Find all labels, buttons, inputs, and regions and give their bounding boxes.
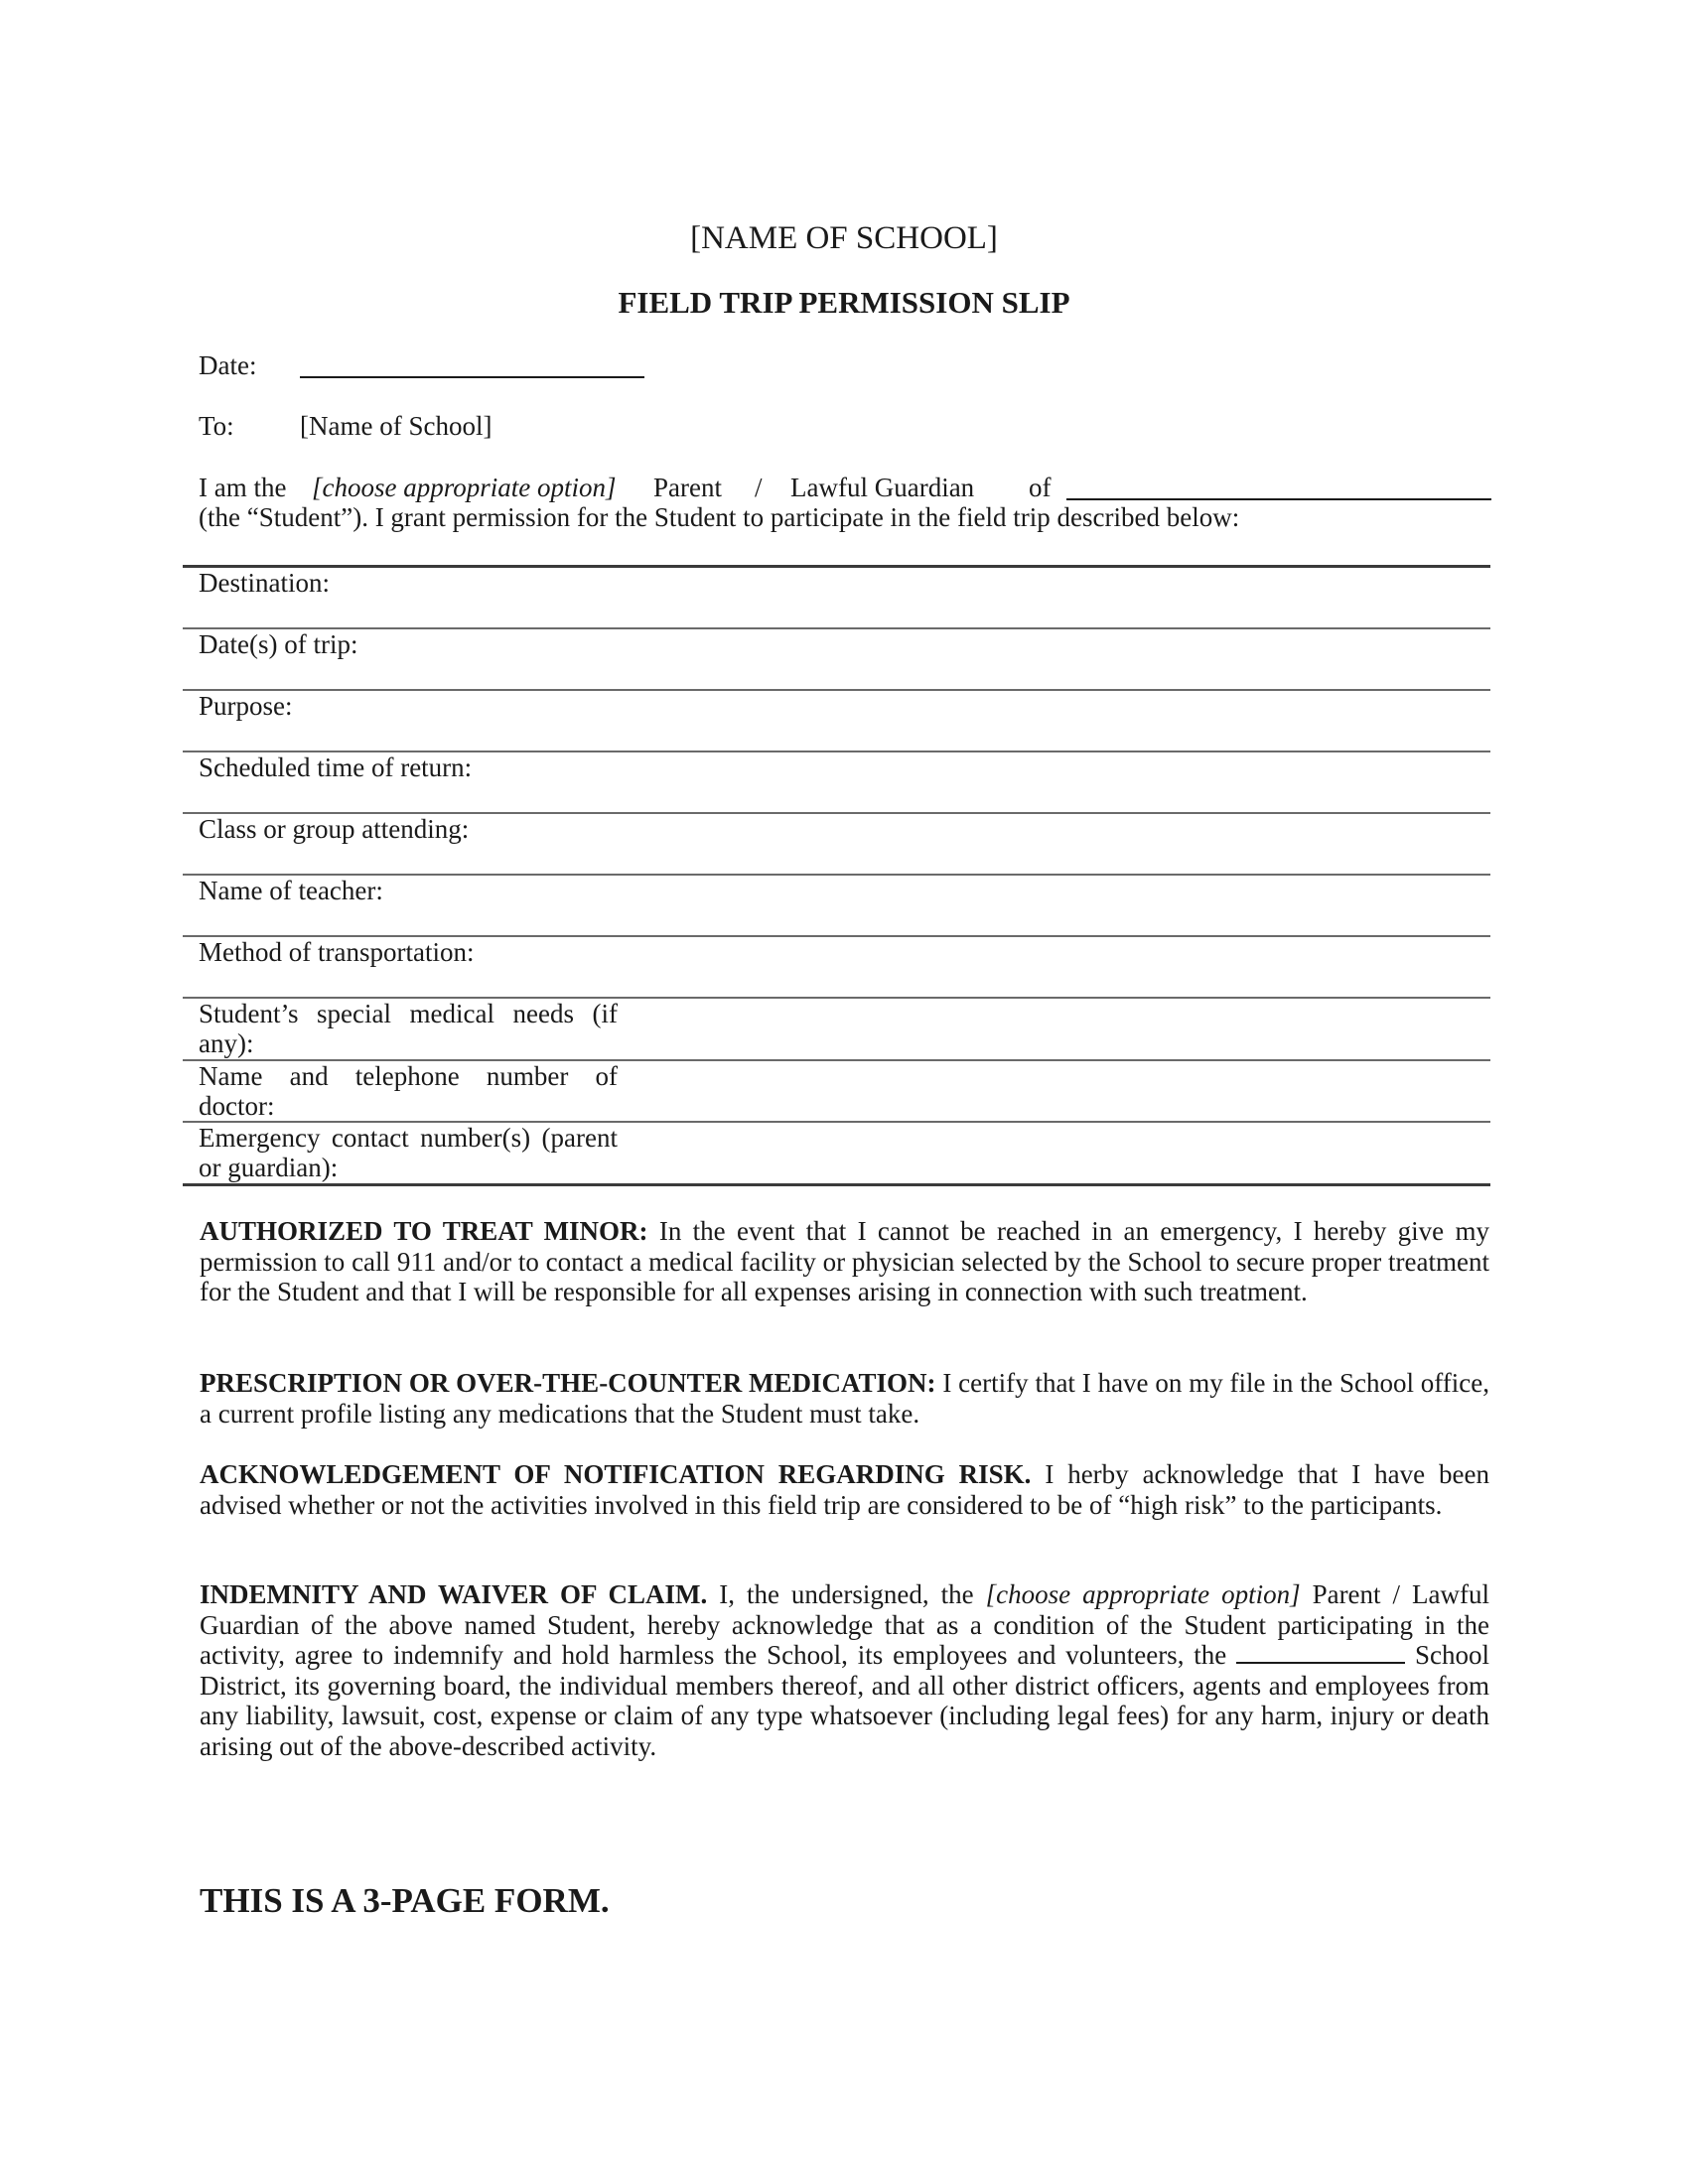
treat-minor-body: In the event that I cannot be reached in an emergency, I hereby give my permission to call 911 and/or to contact a medical facility or physician selected by the School to secure proper treatment for the Student and that I will be responsible for all expenses arising in connection with such treatment. bbox=[200, 1216, 1489, 1306]
row-destination-label: Destination: bbox=[199, 568, 330, 598]
row-teacher-label: Name of teacher: bbox=[199, 876, 383, 905]
indemnity-paragraph bbox=[200, 1579, 1489, 1761]
risk-heading: ACKNOWLEDGEMENT OF NOTIFICATION REGARDING RISK. bbox=[200, 1459, 1032, 1489]
row-transportation-label: Method of transportation: bbox=[199, 937, 475, 967]
indemnity-option-hint: [choose appropriate option] bbox=[985, 1579, 1301, 1609]
to-value: [Name of School] bbox=[300, 411, 492, 441]
form-title: FIELD TRIP PERMISSION SLIP bbox=[618, 285, 1070, 320]
row-medical-needs-label: Student’s special medical needs (if any): bbox=[199, 999, 618, 1058]
medication-heading: PRESCRIPTION OR OVER-THE-COUNTER MEDICATION: bbox=[200, 1368, 936, 1398]
table-rule bbox=[183, 689, 1490, 691]
statement-of: of bbox=[1029, 473, 1052, 502]
guardian-option[interactable]: Lawful Guardian bbox=[790, 473, 975, 502]
row-purpose-label: Purpose: bbox=[199, 691, 293, 721]
page-count-notice: THIS IS A 3-PAGE FORM. bbox=[200, 1881, 610, 1920]
risk-body: I herby acknowledge that I have been advised whether or not the activities involved in this field trip are considered to be of “high risk” to the participants. bbox=[200, 1459, 1489, 1520]
statement-line2: (the “Student”). I grant permission for the Student to participate in the field trip described below: bbox=[199, 502, 1240, 532]
date-field[interactable] bbox=[300, 376, 644, 378]
table-rule-bottom bbox=[183, 1183, 1490, 1186]
row-class-label: Class or group attending: bbox=[199, 814, 470, 844]
row-emergency-contact-label: Emergency contact number(s) (parent or guardian): bbox=[199, 1123, 618, 1182]
indemnity-body-part1: I, the undersigned, the bbox=[707, 1579, 986, 1609]
school-name-heading: [NAME OF SCHOOL] bbox=[690, 220, 998, 256]
choose-option-hint: [choose appropriate option] bbox=[312, 473, 617, 502]
risk-paragraph bbox=[200, 1459, 1489, 1520]
row-doctor-label: Name and telephone number of doctor: bbox=[199, 1061, 618, 1121]
parent-option[interactable]: Parent bbox=[653, 473, 722, 502]
student-name-field[interactable] bbox=[1066, 498, 1491, 500]
table-rule-top bbox=[183, 565, 1490, 568]
table-rule bbox=[183, 627, 1490, 629]
medication-body: I certify that I have on my file in the School office, a current profile listing any medications that the Student must take. bbox=[200, 1368, 1489, 1429]
row-return-time-label: Scheduled time of return: bbox=[199, 752, 473, 782]
indemnity-body-part3: School District, its governing board, the individual members thereof, and all other district officers, agents and employees from any liability, lawsuit, cost, expense or claim of any type whatsoever (including legal fees) for any harm, injury or death arising out of the above-described activity. bbox=[200, 1640, 1489, 1761]
date-label: Date: bbox=[199, 350, 257, 380]
statement-prefix: I am the bbox=[199, 473, 287, 502]
treat-minor-paragraph bbox=[200, 1216, 1489, 1307]
school-district-field[interactable] bbox=[1236, 1642, 1405, 1664]
option-separator: / bbox=[755, 473, 763, 502]
indemnity-body-part2: Parent / Lawful Guardian of the above named Student, hereby acknowledge that as a condition of the Student participating in the activity, agree to indemnify and hold harmless the School, its employees and volunteers, the bbox=[200, 1579, 1489, 1670]
medication-paragraph bbox=[200, 1368, 1489, 1429]
to-label: To: bbox=[199, 411, 234, 441]
row-dates-label: Date(s) of trip: bbox=[199, 629, 358, 659]
treat-minor-heading: AUTHORIZED TO TREAT MINOR: bbox=[200, 1216, 648, 1246]
indemnity-heading: INDEMNITY AND WAIVER OF CLAIM. bbox=[200, 1579, 708, 1609]
